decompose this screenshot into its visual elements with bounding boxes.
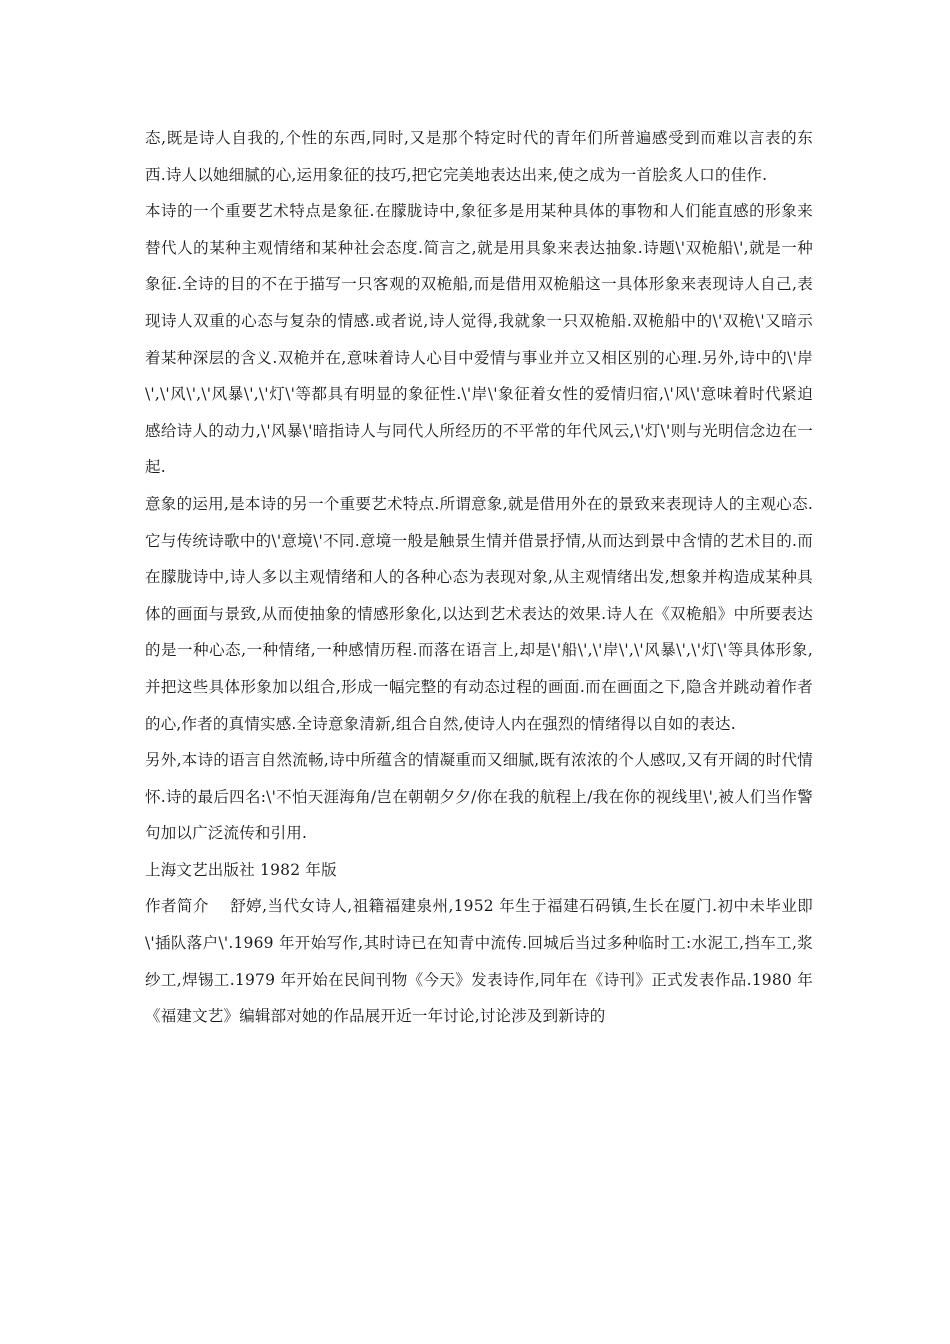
paragraph-language: 另外,本诗的语言自然流畅,诗中所蕴含的情凝重而又细腻,既有浓浓的个人感叹,又有开阔的时代情怀.诗的最后四名:\'不怕天涯海角/岂在朝朝夕夕/你在我的航程上/我在你的视线里\',被人们当作警句加以广泛流传和引用. (145, 751, 813, 843)
document-body (145, 120, 813, 1035)
paragraph-symbolism: 本诗的一个重要艺术特点是象征.在朦胧诗中,象征多是用某种具体的事物和人们能直感的形象来替代人的某种主观情绪和某种社会态度.简言之,就是用具象来表达抽象.诗题\'双桅船\',就是一种象征.全诗的目的不在于描写一只客观的双桅船,而是借用双桅船这一具体形象来表现诗人自己,表现诗人双重的心态与复杂的情感.或者说,诗人觉得,我就象一只双桅船.双桅船中的\'双桅\'又暗示着某种深层的含义.双桅并在,意味着诗人心目中爱情与事业并立又相区别的心理.另外,诗中的\'岸\',\'风\',\'风暴\',\'灯\'等都具有明显的象征性.\'岸\'象征着女性的爱情归宿,\'风\'意味着时代紧迫感给诗人的动力,\'风暴\'暗指诗人与同代人所经历的不平常的年代风云,\'灯\'则与光明信念边在一起. (145, 202, 813, 477)
publisher-line: 上海文艺出版社 1982 年版 (145, 860, 337, 879)
paragraph-imagery: 意象的运用,是本诗的另一个重要艺术特点.所谓意象,就是借用外在的景致来表现诗人的主观心态.它与传统诗歌中的\'意境\'不同.意境一般是触景生情并借景抒情,从而达到景中含情的艺术目的.而在朦胧诗中,诗人多以主观情绪和人的各种心态为表现对象,从主观情绪出发,想象并构造成某种具体的画面与景致,从而使抽象的情感形象化,以达到艺术表达的效果.诗人在《双桅船》中所要表达的是一种心态,一种情绪,一种感情历程.而落在语言上,却是\'船\',\'岸\',\'风暴\',\'灯\'等具体形象,并把这些具体形象加以组合,形成一幅完整的有动态过程的画面.而在画面之下,隐含并跳动着作者的心,作者的真情实感.全诗意象清新,组合自然,使诗人内在强烈的情绪得以自如的表达. (145, 494, 813, 733)
paragraph-author-bio: 作者简介 舒婷,当代女诗人,祖籍福建泉州,1952 年生于福建石码镇,生长在厦门.初中未毕业即\'插队落户\'.1969 年开始写作,其时诗已在知青中流传.回城后当过多种临时工:水泥工,挡车工,浆纱工,焊锡工.1979 年开始在民间刊物《今天》发表诗作,同年在《诗刊》正式发表作品.1980 年《福建文艺》编辑部对她的作品展开近一年讨论,讨论涉及到新诗的 (145, 897, 813, 1026)
paragraph-intro-continuation: 态,既是诗人自我的,个性的东西,同时,又是那个特定时代的青年们所普遍感受到而难以言表的东西.诗人以她细腻的心,运用象征的技巧,把它完美地表达出来,使之成为一首脍炙人口的佳作. (145, 129, 813, 184)
